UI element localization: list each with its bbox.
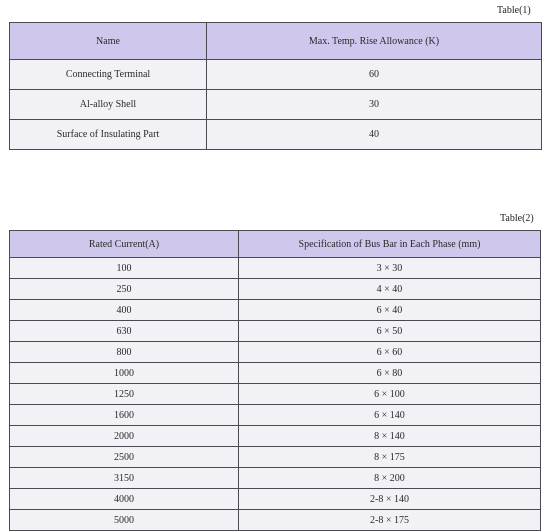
table-cell: 2-8 × 175	[239, 510, 541, 531]
table-cell: 60	[207, 60, 542, 90]
table-cell: 6 × 80	[239, 363, 541, 384]
table-cell: Al-alloy Shell	[10, 90, 207, 120]
table-header-row	[10, 231, 541, 258]
table-row	[10, 426, 541, 447]
bus-bar-spec-table	[9, 230, 541, 531]
table-row	[10, 120, 542, 150]
table-cell: 1250	[10, 384, 239, 405]
table-row	[10, 90, 542, 120]
table-cell: Connecting Terminal	[10, 60, 207, 90]
table-cell: 630	[10, 321, 239, 342]
table-cell: 2-8 × 140	[239, 489, 541, 510]
table-cell: 6 × 100	[239, 384, 541, 405]
table-cell: 2000	[10, 426, 239, 447]
table-cell: 5000	[10, 510, 239, 531]
table-row	[10, 468, 541, 489]
table-row	[10, 384, 541, 405]
table-row	[10, 342, 541, 363]
table-cell: 6 × 50	[239, 321, 541, 342]
column-header-max-temp-rise: Max. Temp. Rise Allowance (K)	[207, 23, 542, 60]
table-cell: 1600	[10, 405, 239, 426]
table-cell: 400	[10, 300, 239, 321]
table-cell: 100	[10, 258, 239, 279]
column-header-bus-bar-spec: Specification of Bus Bar in Each Phase (mm)	[239, 231, 541, 258]
table-row	[10, 321, 541, 342]
table-cell: 250	[10, 279, 239, 300]
table-cell: 3 × 30	[239, 258, 541, 279]
table-cell: 800	[10, 342, 239, 363]
table-cell: 2500	[10, 447, 239, 468]
table-row	[10, 279, 541, 300]
table-row	[10, 258, 541, 279]
table-cell: Surface of Insulating Part	[10, 120, 207, 150]
table2-caption: Table(2)	[500, 213, 534, 224]
temperature-rise-table	[9, 22, 542, 150]
table-cell: 4 × 40	[239, 279, 541, 300]
table-cell: 8 × 175	[239, 447, 541, 468]
table-row	[10, 405, 541, 426]
table-cell: 6 × 140	[239, 405, 541, 426]
table-row	[10, 60, 542, 90]
table-row	[10, 489, 541, 510]
table-cell: 1000	[10, 363, 239, 384]
table-row	[10, 300, 541, 321]
table-cell: 6 × 40	[239, 300, 541, 321]
table-row	[10, 447, 541, 468]
table-row	[10, 510, 541, 531]
table1-caption: Table(1)	[497, 5, 531, 16]
table-cell: 8 × 140	[239, 426, 541, 447]
table-header-row	[10, 23, 542, 60]
table-cell: 6 × 60	[239, 342, 541, 363]
column-header-rated-current: Rated Current(A)	[10, 231, 239, 258]
table-cell: 3150	[10, 468, 239, 489]
table-cell: 30	[207, 90, 542, 120]
table-cell: 40	[207, 120, 542, 150]
table-row	[10, 363, 541, 384]
column-header-name: Name	[10, 23, 207, 60]
table-cell: 8 × 200	[239, 468, 541, 489]
table-cell: 4000	[10, 489, 239, 510]
